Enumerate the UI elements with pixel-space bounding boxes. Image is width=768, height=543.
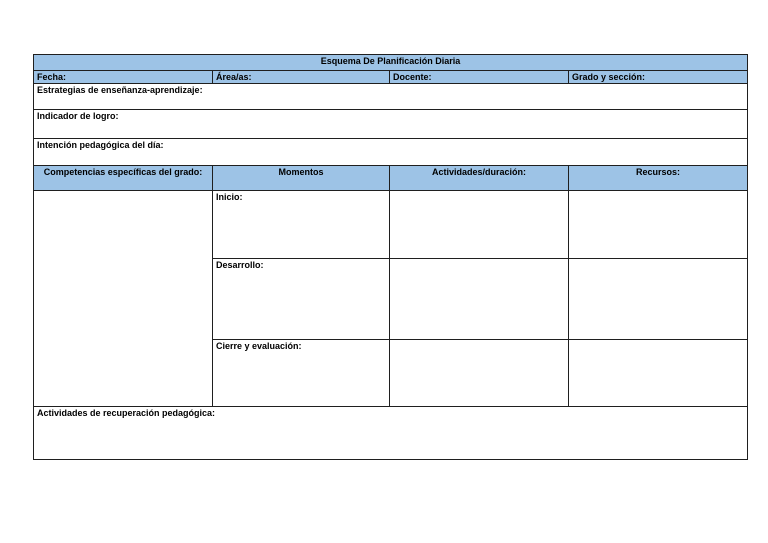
intencion-row [34, 139, 748, 166]
docente-field[interactable]: Docente: [390, 71, 569, 84]
competencias-cell[interactable] [34, 191, 213, 407]
cierre-recursos-cell[interactable] [569, 340, 748, 407]
inicio-row [34, 191, 748, 259]
fecha-field[interactable]: Fecha: [34, 71, 213, 84]
header-row [34, 71, 748, 84]
inicio-recursos-cell[interactable] [569, 191, 748, 259]
desarrollo-actividades-cell[interactable] [390, 259, 569, 340]
planning-table [33, 54, 748, 460]
grado-field[interactable]: Grado y sección: [569, 71, 748, 84]
title-row [34, 55, 748, 71]
inicio-actividades-cell[interactable] [390, 191, 569, 259]
momentos-header: Momentos [213, 166, 390, 191]
desarrollo-label: Desarrollo: [213, 259, 390, 340]
indicador-field[interactable]: Indicador de logro: [34, 110, 748, 139]
desarrollo-recursos-cell[interactable] [569, 259, 748, 340]
page-title: Esquema De Planificación Diaria [34, 55, 748, 71]
area-field[interactable]: Área/as: [213, 71, 390, 84]
estrategias-field[interactable]: Estrategias de enseñanza-aprendizaje: [34, 84, 748, 110]
inicio-label: Inicio: [213, 191, 390, 259]
indicador-row [34, 110, 748, 139]
column-header-row [34, 166, 748, 191]
intencion-field[interactable]: Intención pedagógica del día: [34, 139, 748, 166]
cierre-actividades-cell[interactable] [390, 340, 569, 407]
recuperacion-row [34, 407, 748, 460]
actividades-header: Actividades/duración: [390, 166, 569, 191]
estrategias-row [34, 84, 748, 110]
recursos-header: Recursos: [569, 166, 748, 191]
cierre-label: Cierre y evaluación: [213, 340, 390, 407]
recuperacion-field[interactable]: Actividades de recuperación pedagógica: [34, 407, 748, 460]
competencias-header: Competencias específicas del grado: [34, 166, 213, 191]
